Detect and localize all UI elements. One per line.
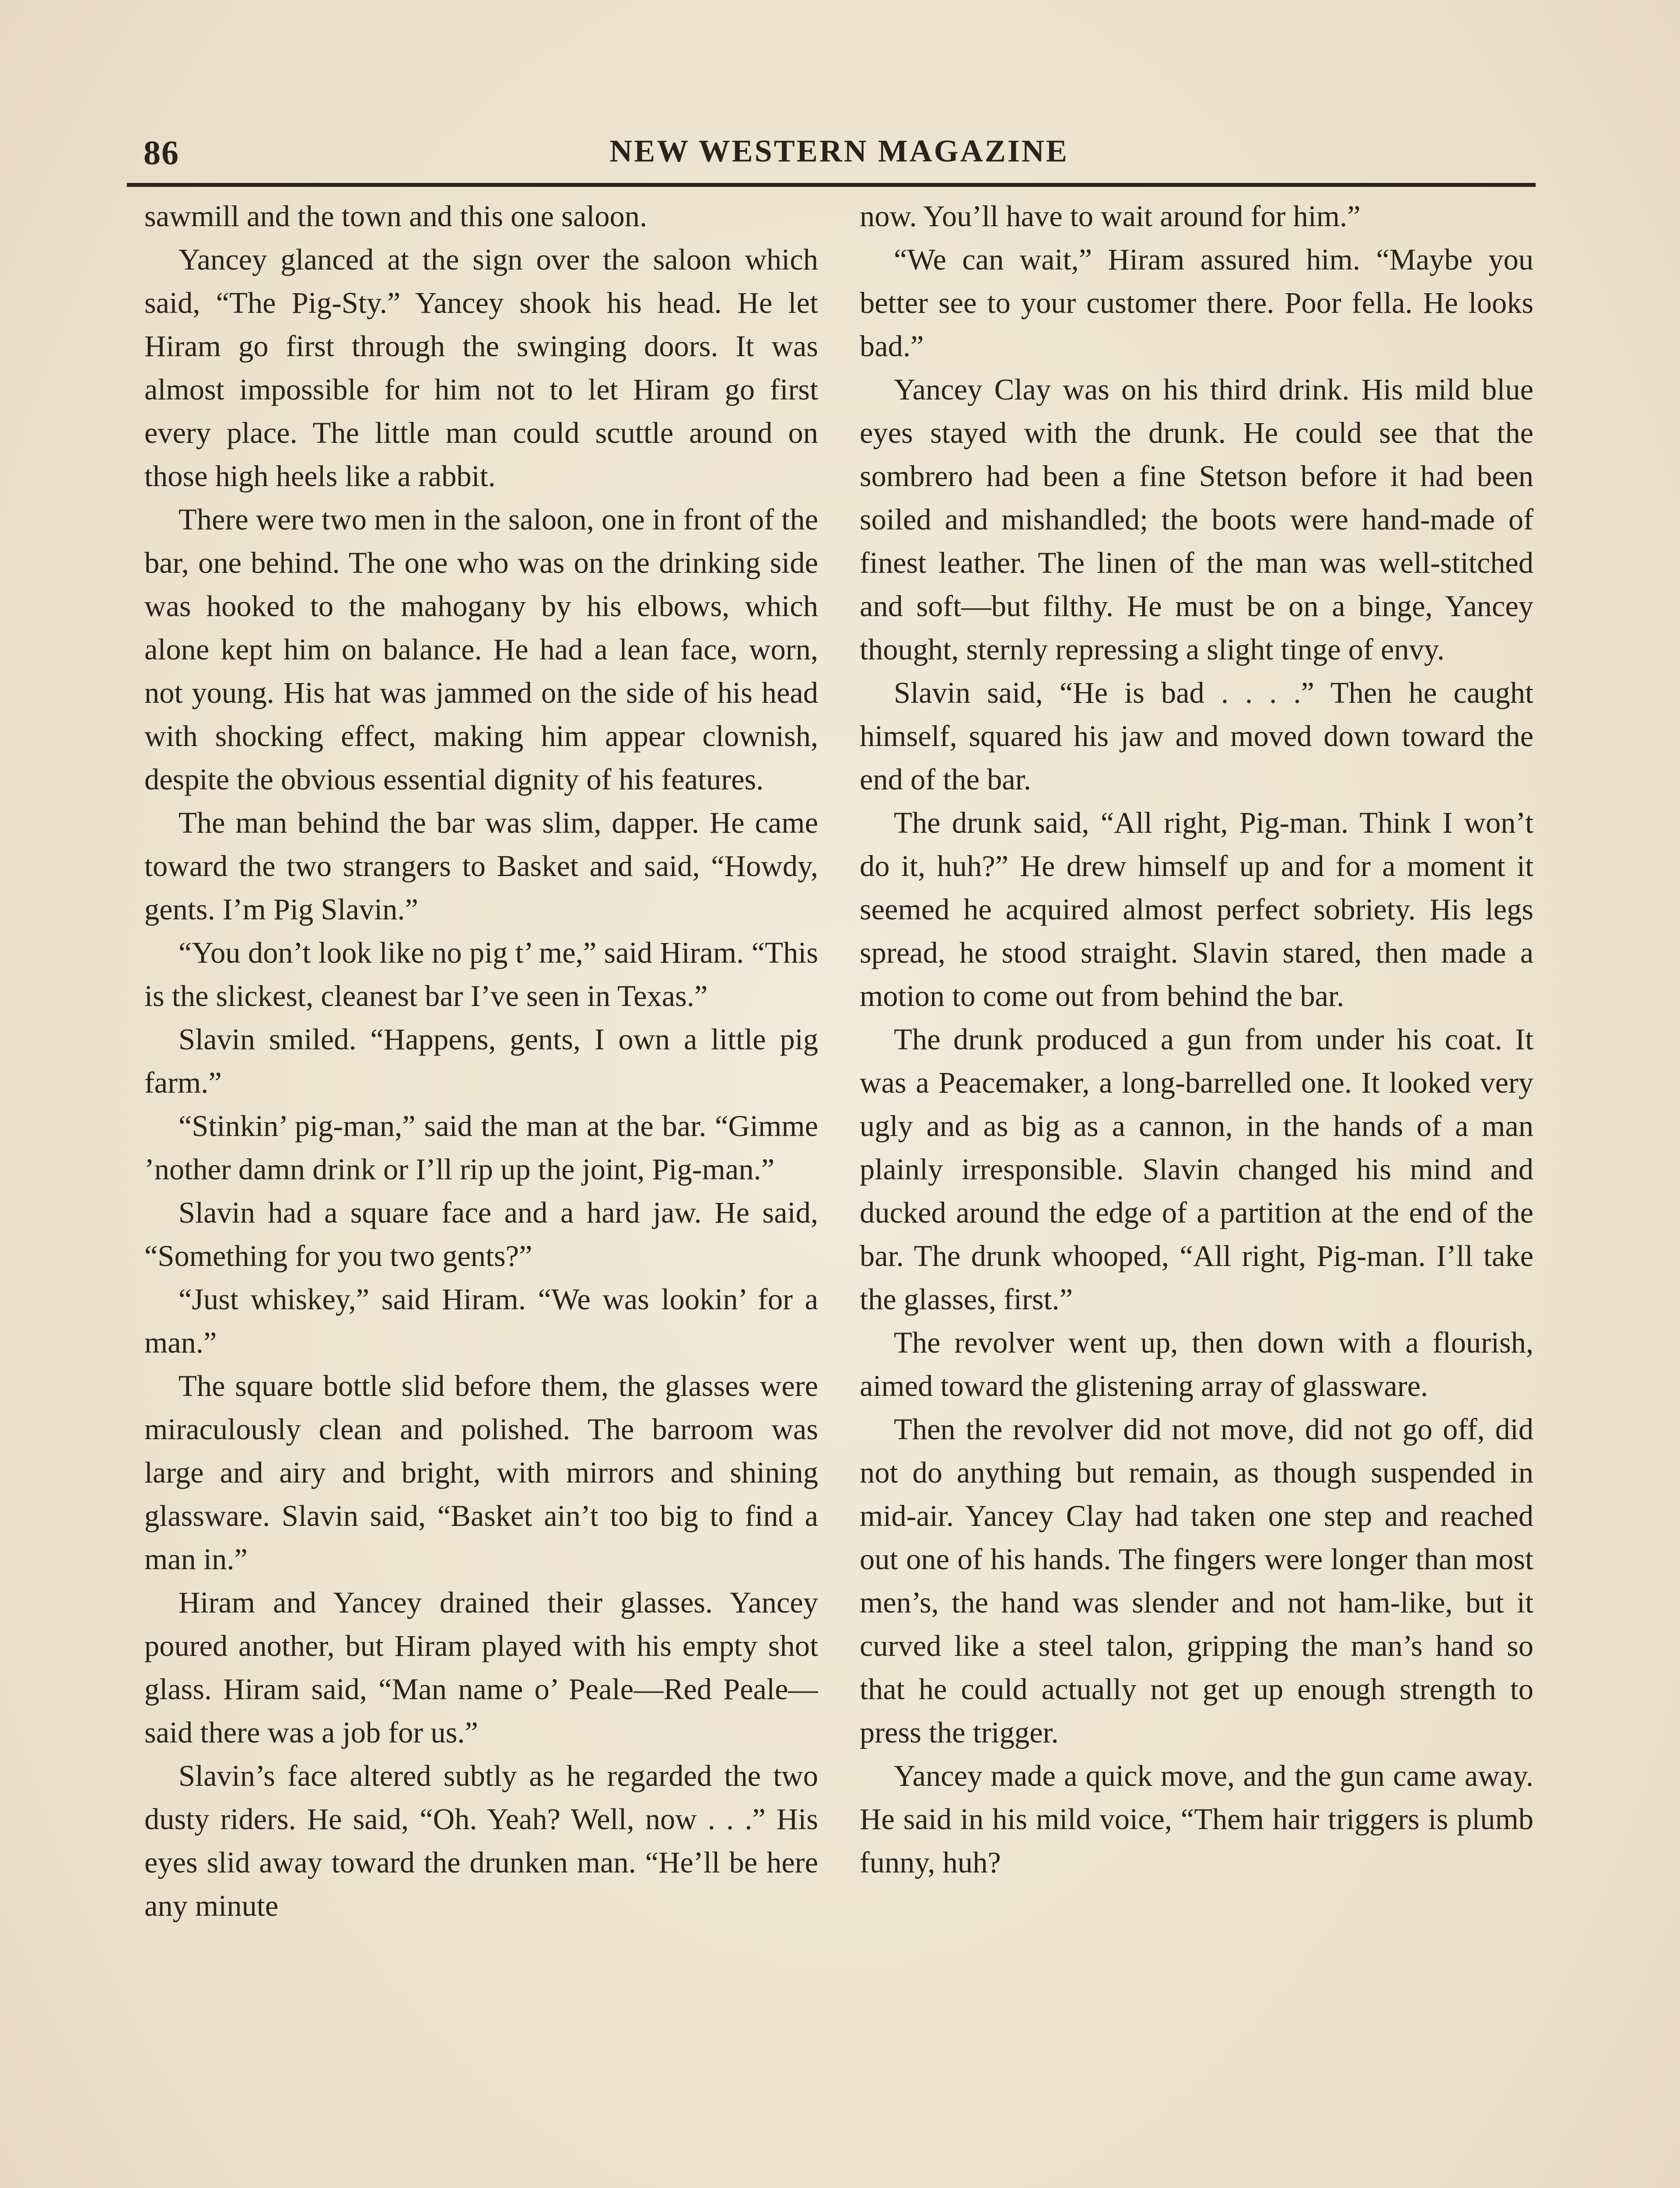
paragraph: Slavin had a square face and a hard jaw. He said, “Something for you two gents?” bbox=[144, 1196, 818, 1273]
header-rule bbox=[127, 183, 1536, 187]
paragraph: Slavin smiled. “Happens, gents, I own a little pig farm.” bbox=[144, 1023, 818, 1099]
paragraph: Slavin’s face altered subtly as he regarded the two dusty riders. He said, “Oh. Yeah? Well, now . . .” His eyes slid away toward the drunken man. “He’ll be here any minute bbox=[144, 1759, 818, 1922]
paragraph: “We can wait,” Hiram assured him. “Maybe you better see to your customer there. Poor fella. He looks bad.” bbox=[860, 243, 1533, 363]
paragraph: “Just whiskey,” said Hiram. “We was lookin’ for a man.” bbox=[144, 1283, 818, 1359]
paragraph: Yancey made a quick move, and the gun came away. He said in his mild voice, “Them hair triggers is plumb funny, huh? bbox=[860, 1759, 1533, 1879]
paragraph: “You don’t look like no pig t’ me,” said Hiram. “This is the slickest, cleanest bar I’ve seen in Texas.” bbox=[144, 936, 818, 1013]
paragraph: The drunk produced a gun from under his coat. It was a Peacemaker, a long-barrelled one. It looked very ugly and as big as a cannon, in the hands of a man plainly irresponsible. Slavin changed his mind and ducked around the edge of a partition at the end of the bar. The drunk whooped, “All right, Pig-man. I’ll take the glasses, first.” bbox=[860, 1023, 1533, 1316]
paragraph: The drunk said, “All right, Pig-man. Think I won’t do it, huh?” He drew himself up and for a moment it seemed he acquired almost perfect sobriety. His legs spread, he stood straight. Slavin stared, then made a motion to come out from behind the bar. bbox=[860, 806, 1533, 1013]
paragraph: sawmill and the town and this one saloon. bbox=[144, 200, 648, 233]
page-number: 86 bbox=[144, 133, 179, 172]
paragraph: Yancey glanced at the sign over the saloon which said, “The Pig-Sty.” Yancey shook his head. He let Hiram go first through the swinging doors. It was almost impossible for him not to let Hiram go first every place. The little man could scuttle around on those high heels like a rabbit. bbox=[144, 243, 818, 493]
paragraph: The square bottle slid before them, the glasses were miraculously clean and polished. The barroom was large and airy and bright, with mirrors and shining glassware. Slavin said, “Basket ain’t too big to find a man in.” bbox=[144, 1369, 818, 1576]
paragraph: Hiram and Yancey drained their glasses. Yancey poured another, but Hiram played with his empty shot glass. Hiram said, “Man name o’ Peale—Red Peale—said there was a job for us.” bbox=[144, 1586, 818, 1749]
paragraph: The man behind the bar was slim, dapper. He came toward the two strangers to Basket and said, “Howdy, gents. I’m Pig Slavin.” bbox=[144, 806, 818, 926]
paragraph: now. You’ll have to wait around for him.” bbox=[860, 200, 1361, 233]
paragraph: The revolver went up, then down with a flourish, aimed toward the glistening array of glassware. bbox=[860, 1326, 1533, 1403]
paragraph: There were two men in the saloon, one in front of the bar, one behind. The one who was on the drinking side was hooked to the mahogany by his elbows, which alone kept him on balance. He had a lean face, worn, not young. His hat was jammed on the side of his head with shocking effect, making him appear clownish, despite the obvious essential dignity of his features. bbox=[144, 503, 818, 796]
paragraph: Then the revolver did not move, did not go off, did not do anything but remain, as though suspended in mid-air. Yancey Clay had taken one step and reached out one of his hands. The fingers were longer than most men’s, the hand was slender and not ham-like, but it curved like a steel talon, gripping the man’s hand so that he could actually not get up enough strength to press the trigger. bbox=[860, 1413, 1533, 1749]
paragraph: Slavin said, “He is bad . . . .” Then he caught himself, squared his jaw and moved down toward the end of the bar. bbox=[860, 676, 1533, 796]
left-column bbox=[144, 195, 818, 2188]
paragraph: “Stinkin’ pig-man,” said the man at the bar. “Gimme ’nother damn drink or I’ll rip up the joint, Pig-man.” bbox=[144, 1109, 818, 1186]
magazine-title: NEW WESTERN MAGAZINE bbox=[609, 133, 1069, 168]
right-column bbox=[860, 195, 1533, 2188]
page-header bbox=[144, 127, 1535, 175]
paragraph: Yancey Clay was on his third drink. His mild blue eyes stayed with the drunk. He could see that the sombrero had been a fine Stetson before it had been soiled and mishandled; the boots were hand-made of finest leather. The linen of the man was well-stitched and soft—but filthy. He must be on a binge, Yancey thought, sternly repressing a slight tinge of envy. bbox=[860, 373, 1533, 666]
